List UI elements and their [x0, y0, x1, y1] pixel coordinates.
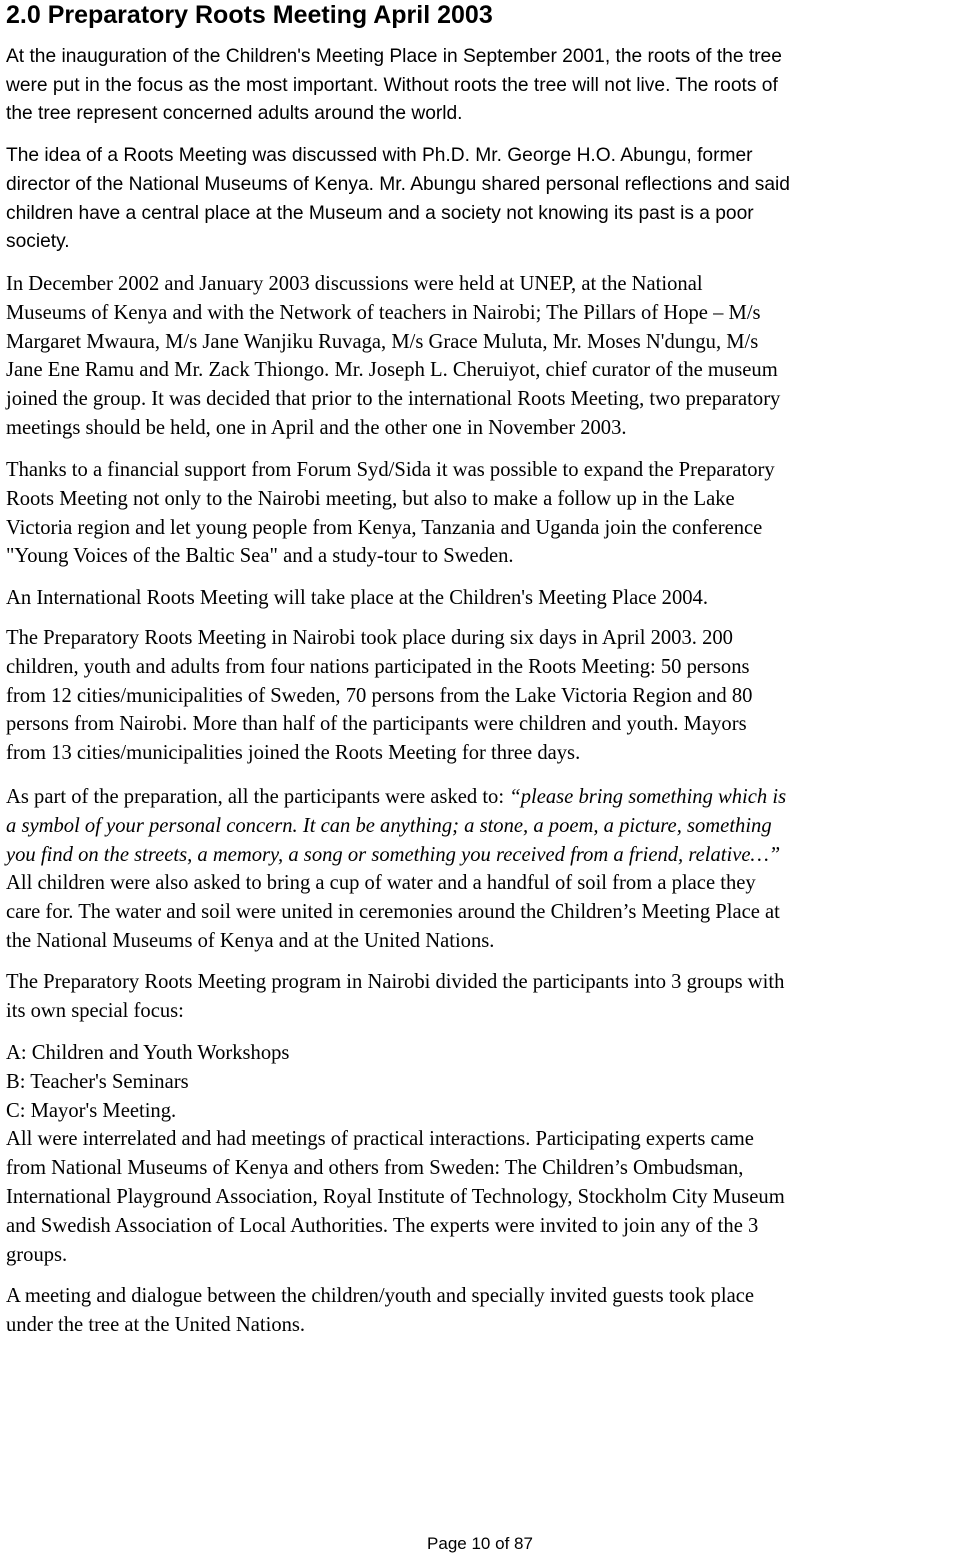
text-line: from 12 cities/municipalities of Sweden, 70 persons from the Lake Victoria Region and 80: [6, 684, 753, 707]
text-line: persons from Nairobi. More than half of the participants were children and youth. Mayors: [6, 713, 747, 736]
text-line: An International Roots Meeting will take place at the Children's Meeting Place 2004.: [6, 587, 709, 609]
paragraph-program-groups: [6, 968, 960, 1026]
quote-italic: a symbol of your personal concern. It can be anything; a stone, a poem, a picture, something: [6, 814, 772, 837]
text-line: Roots Meeting not only to the Nairobi meeting, but also to make a follow up in the Lake: [6, 487, 735, 510]
total-pages: 87: [514, 1534, 533, 1553]
paragraph-group-list: [6, 1039, 960, 1269]
text-line: International Playground Association, Royal Institute of Technology, Stockholm City Museum: [6, 1185, 785, 1208]
quote-italic: you find on the streets, a memory, a song or something you received from a friend, relative…”: [6, 843, 781, 866]
paragraph-dialogue: [6, 1282, 960, 1340]
text-line: meetings should be held, one in April and the other one in November 2003.: [6, 416, 627, 439]
text-line: [6, 783, 960, 812]
text-line: groups.: [6, 1243, 68, 1266]
paragraph-preparation: [6, 783, 960, 956]
text-line: "Young Voices of the Baltic Sea" and a study-tour to Sweden.: [6, 545, 514, 568]
text-line: Victoria region and let young people from Kenya, Tanzania and Uganda join the conference: [6, 516, 763, 539]
text-line: the tree represent concerned adults around the world.: [6, 103, 463, 125]
text-line: Thanks to a financial support from Forum Syd/Sida it was possible to expand the Preparatory: [6, 459, 775, 481]
text-line: joined the group. It was decided that prior to the international Roots Meeting, two preparatory: [6, 388, 781, 411]
text-line: The Preparatory Roots Meeting in Nairobi took place during six days in April 2003. 200: [6, 627, 733, 649]
text-line: from National Museums of Kenya and others from Sweden: The Children’s Ombudsman,: [6, 1157, 744, 1180]
text-line: Museums of Kenya and with the Network of teachers in Nairobi; The Pillars of Hope – M/s: [6, 301, 761, 324]
page-number: 10: [471, 1534, 491, 1553]
page-label: Page: [427, 1534, 467, 1553]
section-heading: 2.0 Preparatory Roots Meeting April 2003: [6, 1, 493, 29]
list-item: C: Mayor's Meeting.: [6, 1099, 177, 1122]
text-line: director of the National Museums of Kenya. Mr. Abungu shared personal reflections and said: [6, 173, 790, 195]
quote-italic: “please bring something which is: [509, 786, 787, 808]
text-line: The idea of a Roots Meeting was discussed with Ph.D. Mr. George H.O. Abungu, former: [6, 145, 753, 166]
paragraph-financial-support: [6, 456, 960, 571]
text-line: care for. The water and soil were united in ceremonies around the Children’s Meeting Place at: [6, 901, 780, 924]
list-item: A: Children and Youth Workshops: [6, 1042, 290, 1064]
text-line: At the inauguration of the Children's Meeting Place in September 2001, the roots of the tree: [6, 46, 782, 67]
paragraph-international-meeting: [6, 584, 960, 613]
text-line: children have a central place at the Museum and a society not knowing its past is a poor: [6, 202, 754, 224]
text-line: In December 2002 and January 2003 discussions were held at UNEP, at the National: [6, 273, 703, 295]
text-line: The Preparatory Roots Meeting program in Nairobi divided the participants into 3 groups with: [6, 971, 785, 993]
text-plain: As part of the preparation, all the participants were asked to:: [6, 786, 510, 808]
of-label: of: [495, 1534, 510, 1553]
paragraph-nairobi-meeting: [6, 624, 960, 768]
text-line: [6, 812, 960, 841]
text-line: from 13 cities/municipalities joined the Roots Meeting for three days.: [6, 742, 581, 765]
text-line: were put in the focus as the most important. Without roots the tree will not live. The roots of: [6, 74, 778, 96]
text-line: All children were also asked to bring a cup of water and a handful of soil from a place they: [6, 872, 756, 895]
text-line: A meeting and dialogue between the children/youth and specially invited guests took place: [6, 1285, 755, 1307]
paragraph-roots-idea: [6, 142, 960, 257]
text-line: and Swedish Association of Local Authorities. The experts were invited to join any of the 3: [6, 1214, 759, 1237]
text-line: Margaret Mwaura, M/s Jane Wanjiku Ruvaga, M/s Grace Muluta, Mr. Moses N'dungu, M/s: [6, 330, 759, 353]
text-line: [6, 841, 960, 870]
text-line: children, youth and adults from four nations participated in the Roots Meeting: 50 persons: [6, 655, 750, 678]
text-line: under the tree at the United Nations.: [6, 1313, 306, 1336]
text-line: its own special focus:: [6, 999, 184, 1022]
text-line: Jane Ene Ramu and Mr. Zack Thiongo. Mr. Joseph L. Cheruiyot, chief curator of the museum: [6, 359, 778, 382]
paragraph-discussions: [6, 270, 960, 443]
text-line: society.: [6, 231, 70, 253]
text-line: the National Museums of Kenya and at the United Nations.: [6, 929, 495, 952]
text-line: All were interrelated and had meetings of practical interactions. Participating experts came: [6, 1128, 754, 1151]
list-item: B: Teacher's Seminars: [6, 1070, 189, 1093]
paragraph-inauguration: [6, 43, 960, 129]
page-footer: [0, 1534, 960, 1554]
